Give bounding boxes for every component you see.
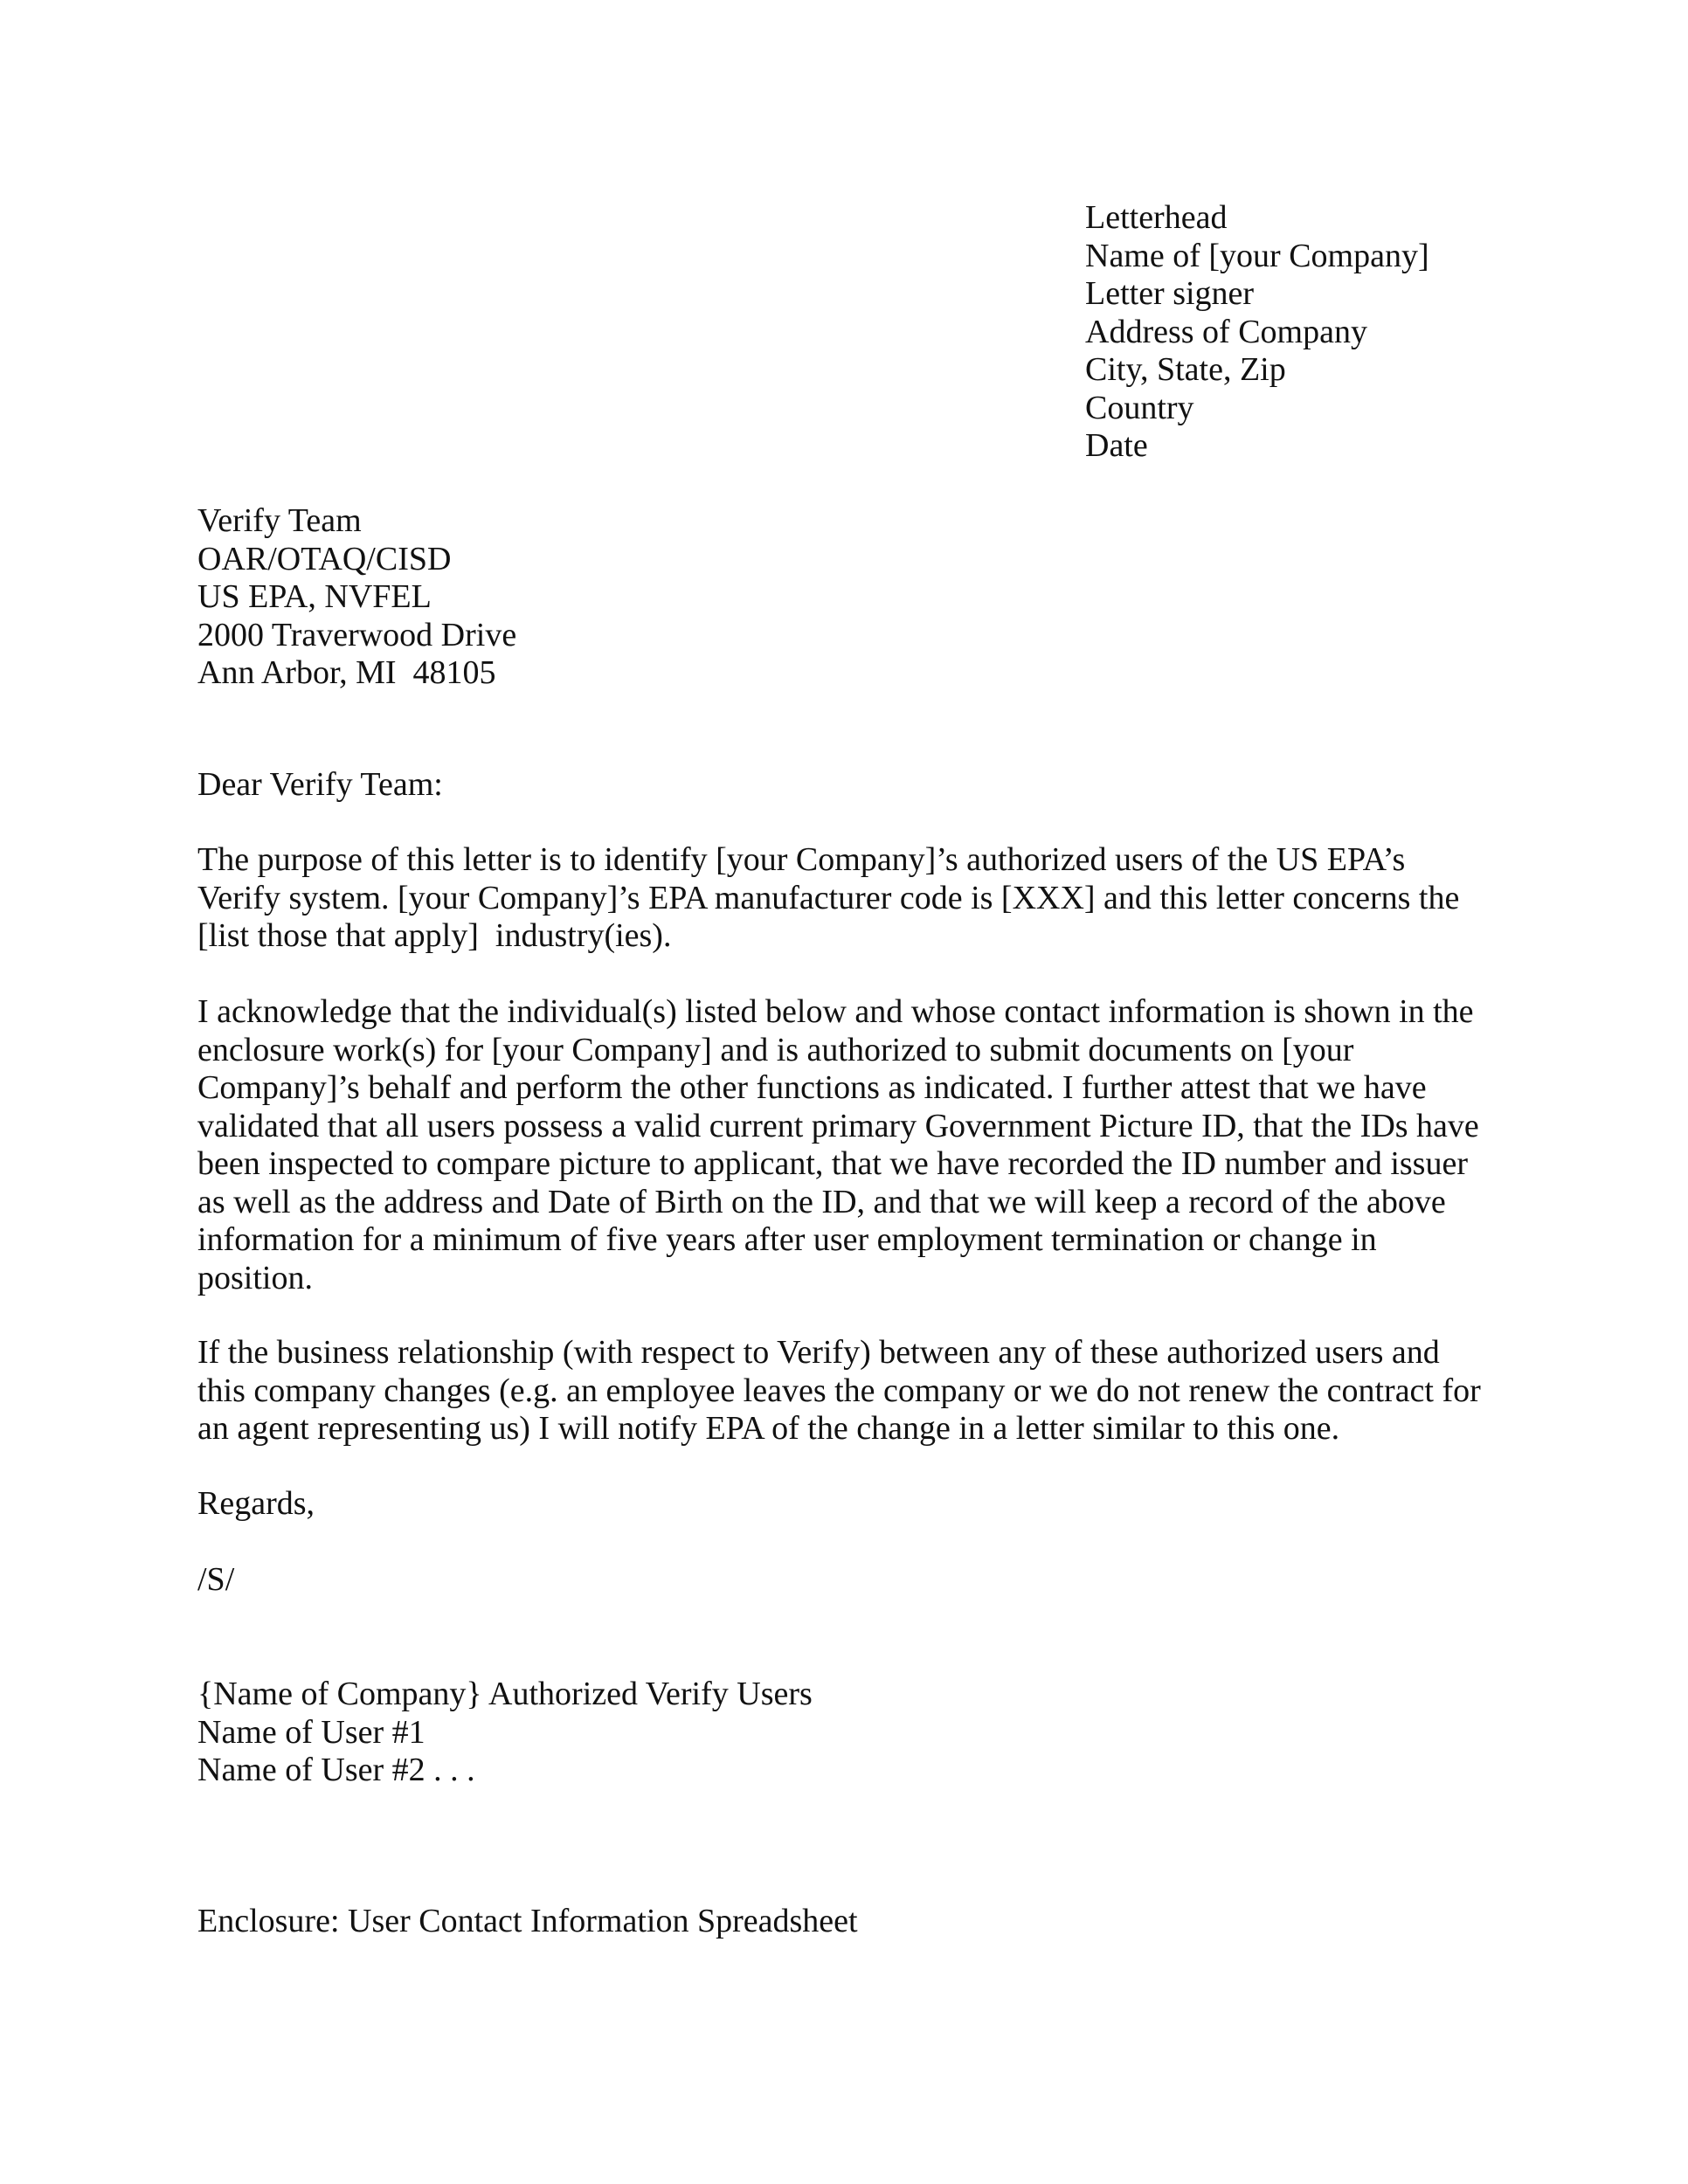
- signature: [197, 1561, 234, 1600]
- paragraph-line: The purpose of this letter is to identify [your Company]’s authorized users of the US EPA’s: [197, 841, 1406, 878]
- recipient-line: US EPA, NVFEL: [197, 578, 432, 615]
- paragraph-line: enclosure work(s) for [your Company] and is authorized to submit documents on [your: [197, 1031, 1354, 1068]
- recipient-line: OAR/OTAQ/CISD: [197, 540, 452, 577]
- recipient-line: 2000 Traverwood Drive: [197, 616, 517, 653]
- salutation-text: Dear Verify Team:: [197, 766, 443, 803]
- user-item: Name of User #2 . . .: [197, 1752, 475, 1788]
- letterhead-line: City, State, Zip: [1085, 351, 1286, 388]
- paragraph-line: position.: [197, 1259, 313, 1296]
- letterhead-line: Date: [1085, 427, 1148, 464]
- paragraph-line: If the business relationship (with respect to Verify) between any of these authorized users and: [197, 1334, 1440, 1371]
- closing-text: Regards,: [197, 1485, 315, 1522]
- body-paragraph-1: [197, 841, 1459, 956]
- paragraph-line: been inspected to compare picture to applicant, that we have recorded the ID number and issuer: [197, 1145, 1468, 1182]
- paragraph-line: [list those that apply] industry(ies).: [197, 917, 672, 954]
- paragraph-line: I acknowledge that the individual(s) listed below and whose contact information is shown in the: [197, 993, 1474, 1030]
- paragraph-line: information for a minimum of five years after user employment termination or change in: [197, 1221, 1377, 1258]
- signature-text: /S/: [197, 1561, 235, 1598]
- paragraph-line: Verify system. [your Company]’s EPA manufacturer code is [XXX] and this letter concerns the: [197, 879, 1460, 916]
- letterhead-line: Country: [1085, 389, 1194, 426]
- paragraph-line: this company changes (e.g. an employee leaves the company or we do not renew the contract for: [197, 1372, 1481, 1409]
- enclosure-text: Enclosure: User Contact Information Spreadsheet: [197, 1903, 858, 1939]
- paragraph-line: Company]’s behalf and perform the other functions as indicated. I further attest that we have: [197, 1069, 1427, 1106]
- letterhead-block: [1085, 199, 1429, 466]
- authorized-users-list: [197, 1676, 813, 1790]
- letterhead-line: Letterhead: [1085, 199, 1228, 236]
- paragraph-line: validated that all users possess a valid current primary Government Picture ID, that the IDs have: [197, 1107, 1479, 1144]
- salutation: [197, 766, 443, 805]
- paragraph-line: an agent representing us) I will notify EPA of the change in a letter similar to this one.: [197, 1410, 1340, 1447]
- body-paragraph-3: [197, 1334, 1481, 1448]
- closing: [197, 1485, 315, 1524]
- user-item: Name of User #1: [197, 1713, 425, 1751]
- letterhead-line: Address of Company: [1085, 313, 1367, 350]
- paragraph-line: as well as the address and Date of Birth on the ID, and that we will keep a record of the above: [197, 1183, 1446, 1220]
- recipient-line: Verify Team: [197, 502, 362, 539]
- letterhead-line: Letter signer: [1085, 275, 1255, 312]
- users-heading: {Name of Company} Authorized Verify Users: [197, 1676, 813, 1712]
- body-paragraph-2: [197, 993, 1479, 1297]
- enclosure-note: [197, 1903, 858, 1941]
- letterhead-line: Name of [your Company]: [1085, 237, 1429, 274]
- recipient-address-block: [197, 502, 516, 693]
- recipient-line: Ann Arbor, MI 48105: [197, 654, 496, 691]
